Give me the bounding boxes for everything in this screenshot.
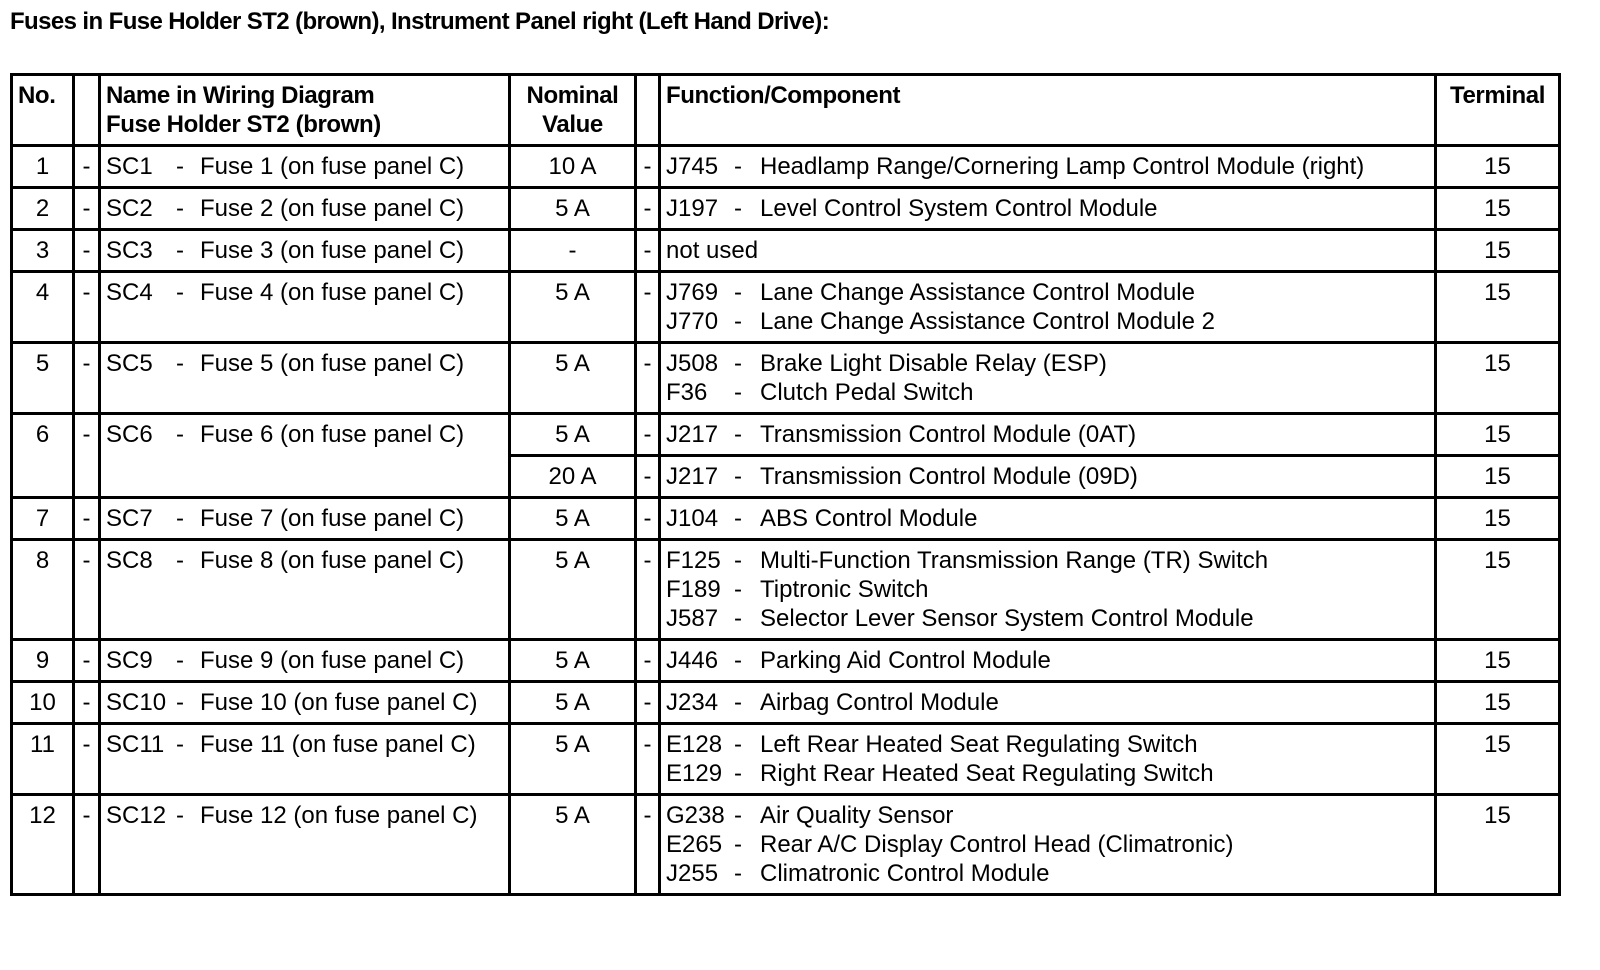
component-code: J104 xyxy=(666,505,719,532)
component-separator: - xyxy=(734,421,742,448)
component-line xyxy=(666,646,1429,675)
table-row xyxy=(12,146,1560,188)
fuse-name xyxy=(100,640,510,682)
header-name-line1: Name in Wiring Diagram xyxy=(106,82,375,109)
component-line xyxy=(666,759,1429,788)
row-separator: - xyxy=(636,188,660,230)
fuse-number: 11 xyxy=(12,724,74,795)
row-separator: - xyxy=(636,682,660,724)
fuse-number: 7 xyxy=(12,498,74,540)
component-separator: - xyxy=(734,689,742,716)
component-code: E129 xyxy=(666,760,723,787)
header-nominal-line1: Nominal xyxy=(526,82,619,109)
fuse-code: SC5 xyxy=(106,350,153,377)
function-component xyxy=(660,230,1436,272)
component-code: J446 xyxy=(666,647,719,674)
fuse-description: Fuse 7 (on fuse panel C) xyxy=(200,505,465,532)
fuse-code: SC10 xyxy=(106,689,167,716)
fuse-code: SC4 xyxy=(106,279,153,306)
component-desc: Clutch Pedal Switch xyxy=(760,379,974,406)
component-line xyxy=(666,604,1429,633)
fuse-code: SC3 xyxy=(106,237,153,264)
fuse-separator: - xyxy=(176,421,184,448)
component-separator: - xyxy=(734,576,742,603)
fuse-separator: - xyxy=(176,195,184,222)
component-separator: - xyxy=(734,547,742,574)
row-separator: - xyxy=(74,640,100,682)
table-body xyxy=(12,146,1560,895)
component-desc: Left Rear Heated Seat Regulating Switch xyxy=(760,731,1198,758)
function-component xyxy=(660,456,1436,498)
component-separator: - xyxy=(734,505,742,532)
nominal-value: 5 A xyxy=(510,188,636,230)
component-line xyxy=(666,349,1429,378)
component-line xyxy=(666,278,1429,307)
component-separator: - xyxy=(734,279,742,306)
row-separator: - xyxy=(74,414,100,498)
table-row xyxy=(12,230,1560,272)
table-row xyxy=(12,795,1560,895)
fuse-description: Fuse 2 (on fuse panel C) xyxy=(200,195,465,222)
row-separator: - xyxy=(636,230,660,272)
fuse-description: Fuse 6 (on fuse panel C) xyxy=(200,421,465,448)
component-separator: - xyxy=(734,153,742,180)
nominal-value: 5 A xyxy=(510,795,636,895)
fuse-description: Fuse 10 (on fuse panel C) xyxy=(200,689,478,716)
component-code: J234 xyxy=(666,689,719,716)
fuse-separator: - xyxy=(176,802,184,829)
table-row xyxy=(12,188,1560,230)
fuse-code: SC12 xyxy=(106,802,167,829)
component-separator: - xyxy=(734,195,742,222)
terminal-value: 15 xyxy=(1436,795,1560,895)
fuse-number: 8 xyxy=(12,540,74,640)
page-title: Fuses in Fuse Holder ST2 (brown), Instrument Panel right (Left Hand Drive): xyxy=(10,8,830,35)
row-separator: - xyxy=(636,343,660,414)
fuse-name xyxy=(100,682,510,724)
fuse-number: 5 xyxy=(12,343,74,414)
fuse-number: 2 xyxy=(12,188,74,230)
fuse-description: Fuse 3 (on fuse panel C) xyxy=(200,237,465,264)
fuse-description: Fuse 8 (on fuse panel C) xyxy=(200,547,465,574)
fuse-description: Fuse 11 (on fuse panel C) xyxy=(200,731,476,758)
terminal-value: 15 xyxy=(1436,540,1560,640)
component-separator: - xyxy=(734,731,742,758)
component-desc: Lane Change Assistance Control Module 2 xyxy=(760,308,1215,335)
row-separator: - xyxy=(74,724,100,795)
component-separator: - xyxy=(734,605,742,632)
component-separator: - xyxy=(734,308,742,335)
table-row xyxy=(12,343,1560,414)
terminal-value: 15 xyxy=(1436,682,1560,724)
fuse-separator: - xyxy=(176,505,184,532)
nominal-value: 5 A xyxy=(510,272,636,343)
row-separator: - xyxy=(636,272,660,343)
fuse-separator: - xyxy=(176,689,184,716)
component-code: J255 xyxy=(666,860,719,887)
nominal-value: 5 A xyxy=(510,724,636,795)
component-line xyxy=(666,504,1429,533)
component-separator: - xyxy=(734,647,742,674)
terminal-value: 15 xyxy=(1436,724,1560,795)
component-desc: Tiptronic Switch xyxy=(760,576,929,603)
fuse-number: 10 xyxy=(12,682,74,724)
fuse-description: Fuse 12 (on fuse panel C) xyxy=(200,802,478,829)
component-desc: Transmission Control Module (0AT) xyxy=(760,421,1137,448)
fuse-name xyxy=(100,343,510,414)
row-separator: - xyxy=(74,188,100,230)
header-function: Function/Component xyxy=(660,75,1436,146)
component-line xyxy=(666,830,1429,859)
table-row xyxy=(12,414,1560,456)
component-code: J217 xyxy=(666,421,719,448)
function-component xyxy=(660,343,1436,414)
fuse-description: Fuse 4 (on fuse panel C) xyxy=(200,279,465,306)
component-line xyxy=(666,152,1429,181)
nominal-value: - xyxy=(510,230,636,272)
component-desc: Transmission Control Module (09D) xyxy=(760,463,1138,490)
fuse-separator: - xyxy=(176,647,184,674)
component-desc: Selector Lever Sensor System Control Module xyxy=(760,605,1254,632)
fuse-name xyxy=(100,795,510,895)
component-desc: Lane Change Assistance Control Module xyxy=(760,279,1195,306)
component-desc: Air Quality Sensor xyxy=(760,802,954,829)
nominal-value: 5 A xyxy=(510,540,636,640)
component-code: F125 xyxy=(666,547,721,574)
terminal-value: 15 xyxy=(1436,146,1560,188)
header-name xyxy=(100,75,510,146)
row-separator: - xyxy=(74,272,100,343)
header-no: No. xyxy=(12,75,74,146)
row-separator: - xyxy=(636,414,660,456)
row-separator: - xyxy=(74,498,100,540)
header-terminal: Terminal xyxy=(1436,75,1560,146)
fuse-code: SC8 xyxy=(106,547,153,574)
component-line xyxy=(666,307,1429,336)
component-separator: - xyxy=(734,379,742,406)
component-line xyxy=(666,194,1429,223)
component-code: F189 xyxy=(666,576,721,603)
function-component xyxy=(660,498,1436,540)
component-code: J217 xyxy=(666,463,719,490)
component-line xyxy=(666,730,1429,759)
component-line xyxy=(666,546,1429,575)
component-desc: Rear A/C Display Control Head (Climatronic) xyxy=(760,831,1234,858)
component-separator: - xyxy=(734,831,742,858)
function-component xyxy=(660,795,1436,895)
component-desc: Headlamp Range/Cornering Lamp Control Module (right) xyxy=(760,153,1365,180)
component-line xyxy=(666,236,1429,265)
component-code: E128 xyxy=(666,731,723,758)
nominal-value: 5 A xyxy=(510,414,636,456)
header-nominal-line2: Value xyxy=(542,111,603,138)
fuse-table xyxy=(10,73,1561,896)
fuse-description: Fuse 9 (on fuse panel C) xyxy=(200,647,465,674)
component-code: J587 xyxy=(666,605,719,632)
terminal-value: 15 xyxy=(1436,230,1560,272)
fuse-number: 12 xyxy=(12,795,74,895)
header-spacer xyxy=(74,75,100,146)
row-separator: - xyxy=(74,343,100,414)
function-component xyxy=(660,188,1436,230)
row-separator: - xyxy=(74,795,100,895)
header-spacer xyxy=(636,75,660,146)
fuse-name xyxy=(100,146,510,188)
fuse-name xyxy=(100,414,510,498)
component-line xyxy=(666,859,1429,888)
terminal-value: 15 xyxy=(1436,414,1560,456)
fuse-code: SC7 xyxy=(106,505,153,532)
nominal-value: 5 A xyxy=(510,498,636,540)
component-desc: Parking Aid Control Module xyxy=(760,647,1051,674)
fuse-description: Fuse 5 (on fuse panel C) xyxy=(200,350,465,377)
terminal-value: 15 xyxy=(1436,343,1560,414)
fuse-name xyxy=(100,230,510,272)
terminal-value: 15 xyxy=(1436,272,1560,343)
component-code: G238 xyxy=(666,802,725,829)
component-code: J770 xyxy=(666,308,719,335)
table-header-row xyxy=(12,75,1560,146)
component-desc: Airbag Control Module xyxy=(760,689,999,716)
row-separator: - xyxy=(636,640,660,682)
fuse-separator: - xyxy=(176,350,184,377)
component-text: not used xyxy=(666,237,759,264)
fuse-name xyxy=(100,188,510,230)
table-row xyxy=(12,640,1560,682)
component-separator: - xyxy=(734,350,742,377)
table-row xyxy=(12,272,1560,343)
row-separator: - xyxy=(74,230,100,272)
row-separator: - xyxy=(636,146,660,188)
fuse-number: 3 xyxy=(12,230,74,272)
nominal-value: 20 A xyxy=(510,456,636,498)
component-code: F36 xyxy=(666,379,708,406)
component-separator: - xyxy=(734,860,742,887)
function-component xyxy=(660,414,1436,456)
fuse-code: SC9 xyxy=(106,647,153,674)
row-separator: - xyxy=(636,456,660,498)
fuse-name xyxy=(100,272,510,343)
component-separator: - xyxy=(734,802,742,829)
fuse-separator: - xyxy=(176,237,184,264)
terminal-value: 15 xyxy=(1436,640,1560,682)
component-desc: Climatronic Control Module xyxy=(760,860,1050,887)
nominal-value: 10 A xyxy=(510,146,636,188)
fuse-code: SC2 xyxy=(106,195,153,222)
component-line xyxy=(666,378,1429,407)
function-component xyxy=(660,272,1436,343)
function-component xyxy=(660,540,1436,640)
component-line xyxy=(666,575,1429,604)
fuse-number: 9 xyxy=(12,640,74,682)
row-separator: - xyxy=(74,682,100,724)
component-separator: - xyxy=(734,760,742,787)
component-line xyxy=(666,462,1429,491)
function-component xyxy=(660,640,1436,682)
function-component xyxy=(660,724,1436,795)
component-code: J508 xyxy=(666,350,719,377)
fuse-separator: - xyxy=(176,731,184,758)
component-desc: Level Control System Control Module xyxy=(760,195,1158,222)
component-code: J769 xyxy=(666,279,719,306)
component-line xyxy=(666,688,1429,717)
header-nominal xyxy=(510,75,636,146)
row-separator: - xyxy=(636,498,660,540)
component-code: J745 xyxy=(666,153,719,180)
table-row xyxy=(12,682,1560,724)
fuse-code: SC1 xyxy=(106,153,153,180)
table-row xyxy=(12,498,1560,540)
row-separator: - xyxy=(636,540,660,640)
component-code: J197 xyxy=(666,195,719,222)
row-separator: - xyxy=(74,540,100,640)
function-component xyxy=(660,682,1436,724)
fuse-number: 6 xyxy=(12,414,74,498)
terminal-value: 15 xyxy=(1436,456,1560,498)
component-desc: ABS Control Module xyxy=(760,505,978,532)
nominal-value: 5 A xyxy=(510,640,636,682)
fuse-name xyxy=(100,498,510,540)
component-separator: - xyxy=(734,463,742,490)
fuse-code: SC11 xyxy=(106,731,165,758)
fuse-number: 1 xyxy=(12,146,74,188)
row-separator: - xyxy=(74,146,100,188)
fuse-description: Fuse 1 (on fuse panel C) xyxy=(200,153,465,180)
header-name-line2: Fuse Holder ST2 (brown) xyxy=(106,111,381,138)
nominal-value: 5 A xyxy=(510,682,636,724)
row-separator: - xyxy=(636,724,660,795)
component-line xyxy=(666,801,1429,830)
component-desc: Right Rear Heated Seat Regulating Switch xyxy=(760,760,1214,787)
terminal-value: 15 xyxy=(1436,188,1560,230)
fuse-separator: - xyxy=(176,153,184,180)
fuse-number: 4 xyxy=(12,272,74,343)
component-desc: Multi-Function Transmission Range (TR) Switch xyxy=(760,547,1269,574)
fuse-separator: - xyxy=(176,547,184,574)
fuse-separator: - xyxy=(176,279,184,306)
component-code: E265 xyxy=(666,831,723,858)
component-line xyxy=(666,420,1429,449)
function-component xyxy=(660,146,1436,188)
component-desc: Brake Light Disable Relay (ESP) xyxy=(760,350,1107,377)
table-row xyxy=(12,540,1560,640)
fuse-name xyxy=(100,724,510,795)
fuse-code: SC6 xyxy=(106,421,153,448)
table-row xyxy=(12,724,1560,795)
terminal-value: 15 xyxy=(1436,498,1560,540)
nominal-value: 5 A xyxy=(510,343,636,414)
fuse-name xyxy=(100,540,510,640)
row-separator: - xyxy=(636,795,660,895)
